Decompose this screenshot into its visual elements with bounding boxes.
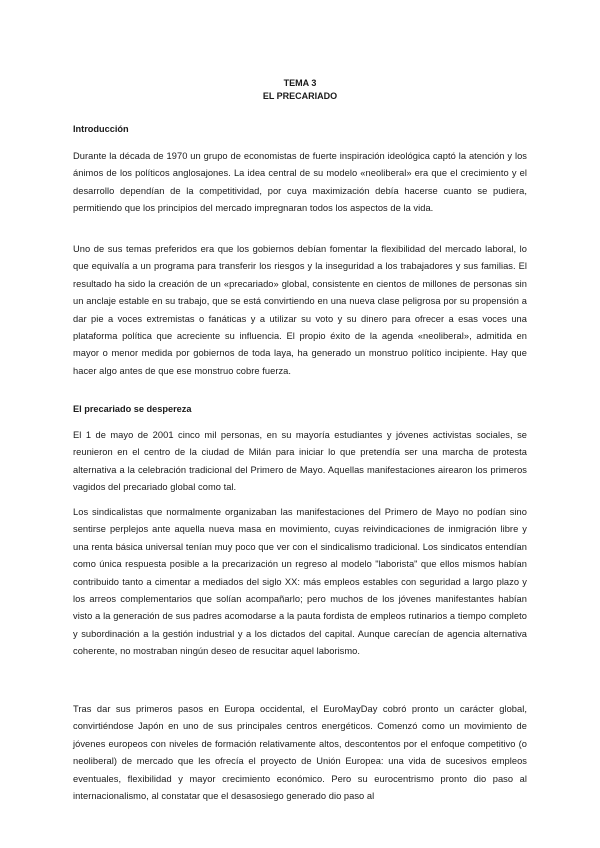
paragraph-4: Los sindicalistas que normalmente organizaban las manifestaciones del Primero de Mayo no podían sino sentirse perplejos ante aquella nueva masa en movimiento, cuyas reivindicaciones de inmigración libre y una renta básica universal tenían muy poco que ver con el sindicalismo tradicional. Los sindicatos entendían como única respuesta posible a la precarización un regreso al modelo "laborista" que ellos mismos habían contribuido tanto a cimentar a mediados del siglo XX: más empleos estables con seguridad a largo plazo y los arreos complementarios que solían acompañarlo; pero muchos de los jóvenes manifestantes habían visto a la generación de sus padres acomodarse a la pauta fordista de empleos rutinarios a tiempo completo y subordinación a la gestión industrial y a los dictados del capital. Aunque carecían de agencia alternativa coherente, no mostraban ningún deseo de resucitar aquel laborismo. [73, 507, 527, 657]
paragraph-1: Durante la década de 1970 un grupo de economistas de fuerte inspiración ideológica captó la atención y los ánimos de los políticos anglosajones. La idea central de su modelo «neoliberal» era que el crecimiento y el desarrollo dependían de la competitividad, por cuya maximización debía hacerse cuanto se pudiera, permitiendo que los principios del mercado impregnaran todos los aspectos de la vida. [73, 151, 527, 214]
section-heading-precariado: El precariado se despereza [73, 404, 192, 414]
document-title [73, 77, 527, 103]
title-line-1: TEMA 3 [283, 78, 317, 88]
paragraph-2: Uno de sus temas preferidos era que los gobiernos debían fomentar la flexibilidad del mercado laboral, lo que equivalía a un programa para transferir los riesgos y la inseguridad a los trabajadores y sus familias. El resultado ha sido la creación de un «precariado» global, consistente en cientos de millones de personas sin un anclaje estable en su trabajo, que se está convirtiendo en una nueva clase peligrosa por su propensión a dar pie a voces extremistas o fanáticas y a utilizar su voto y su dinero para ofrecer a esas voces una plataforma política que acreciente su influencia. El propio éxito de la agenda «neoliberal», admitida en mayor o menor medida por gobiernos de toda laya, ha generado un monstruo político incipiente. Hay que hacer algo antes de que ese monstruo cobre fuerza. [73, 244, 527, 376]
section-heading-introduccion: Introducción [73, 124, 129, 134]
title-line-2: EL PRECARIADO [262, 91, 338, 101]
paragraph-3: El 1 de mayo de 2001 cinco mil personas, en su mayoría estudiantes y jóvenes activistas sociales, se reunieron en el centro de la ciudad de Milán para iniciar lo que pretendía ser una marcha de protesta alternativa a la celebración tradicional del Primero de Mayo. Aquellas manifestaciones airearon los primeros vagidos del precariado global como tal. [73, 430, 527, 493]
paragraph-5: Tras dar sus primeros pasos en Europa occidental, el EuroMayDay cobró pronto un carácter global, convirtiéndose Japón en uno de sus principales centros energéticos. Comenzó como un movimiento de jóvenes europeos con niveles de formación relativamente altos, descontentos por el enfoque competitivo (o neoliberal) de mercado que les ofrecía el proyecto de Unión Europea: una vida de sucesivos empleos eventuales, flexibilidad y mayor crecimiento económico. Pero su eurocentrismo pronto dio paso al internacionalismo, al constatar que el desasosiego generado dio paso al [73, 704, 527, 802]
